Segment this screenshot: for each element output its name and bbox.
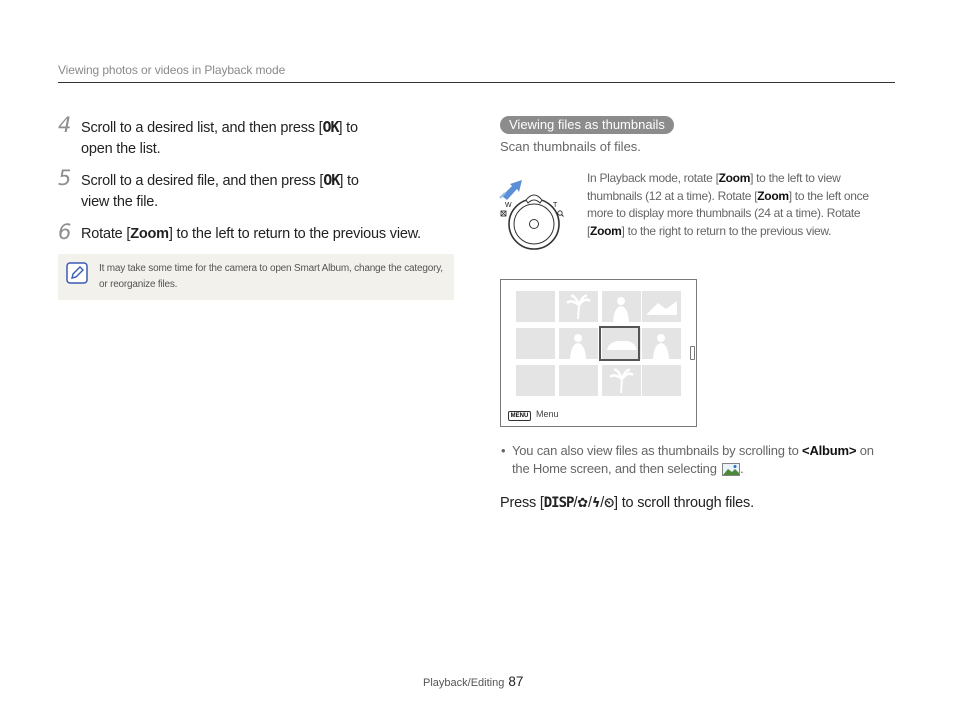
macro-icon: ✿: [577, 496, 588, 511]
album-icon: [722, 463, 740, 476]
zoom-w-label: W: [505, 202, 512, 209]
section-title-pill: Viewing files as thumbnails: [500, 116, 674, 134]
note-box: [58, 254, 454, 300]
note-text: It may take some time for the camera to open Smart Album, change the category, or reorganize files.: [99, 263, 443, 290]
note-pencil-icon: [66, 262, 88, 284]
menu-key-icon: MENU: [508, 411, 531, 421]
thumbnail-tile: [516, 291, 555, 322]
header-rule: [58, 82, 895, 83]
ok-key: OK: [322, 118, 339, 136]
footer-section: Playback/Editing: [423, 677, 505, 689]
thumbnail-tile: [642, 365, 681, 396]
zoom-t-label: T: [553, 202, 558, 209]
zoom-key: Zoom: [130, 226, 169, 242]
thumbnail-tile: [559, 365, 598, 396]
thumbnail-tile: [602, 291, 641, 322]
page-footer: [423, 674, 523, 689]
timer-icon: ⏲: [604, 496, 615, 511]
ok-key: OK: [323, 171, 340, 189]
zoom-description: In Playback mode, rotate [Zoom] to the left to view thumbnails (12 at a time). Rotate [Zoom] to the left once more to display more thumbnails (24 at a time). Rotate [Zoom] to the right to return to the previous view.: [587, 171, 869, 238]
step-text: Scroll to a desired list, and then press [OK] to open the list.: [81, 118, 358, 157]
thumbnail-tile: [642, 328, 681, 359]
thumbnail-tile: [559, 328, 598, 359]
step-number: 5: [58, 166, 72, 190]
thumbnail-tile: [602, 365, 641, 396]
selection-frame: [599, 326, 640, 361]
press-instruction: Press [DISP/✿/ϟ/⏲] to scroll through files.: [500, 495, 754, 511]
thumbnail-tile: [516, 328, 555, 359]
flash-icon: ϟ: [591, 496, 601, 511]
thumbnail-tile: [516, 365, 555, 396]
step-number: 6: [58, 220, 72, 244]
page-header: Viewing photos or videos in Playback mode: [58, 63, 286, 77]
page-number: 87: [508, 674, 524, 689]
step-text: Rotate [Zoom] to the left to return to the previous view.: [81, 226, 422, 242]
menu-label: Menu: [536, 409, 559, 419]
thumbnail-screen: [500, 279, 697, 427]
disp-key: DISP: [543, 495, 574, 511]
step-text: Scroll to a desired file, and then press [OK] to view the file.: [81, 171, 359, 210]
thumbnail-tile: [559, 291, 598, 322]
scrollbar-marker: [690, 346, 695, 360]
section-subtitle: Scan thumbnails of files.: [500, 139, 641, 154]
step-number: 4: [58, 113, 72, 137]
thumbnail-tile: [642, 291, 681, 322]
zoom-dial-icon: [498, 176, 570, 252]
